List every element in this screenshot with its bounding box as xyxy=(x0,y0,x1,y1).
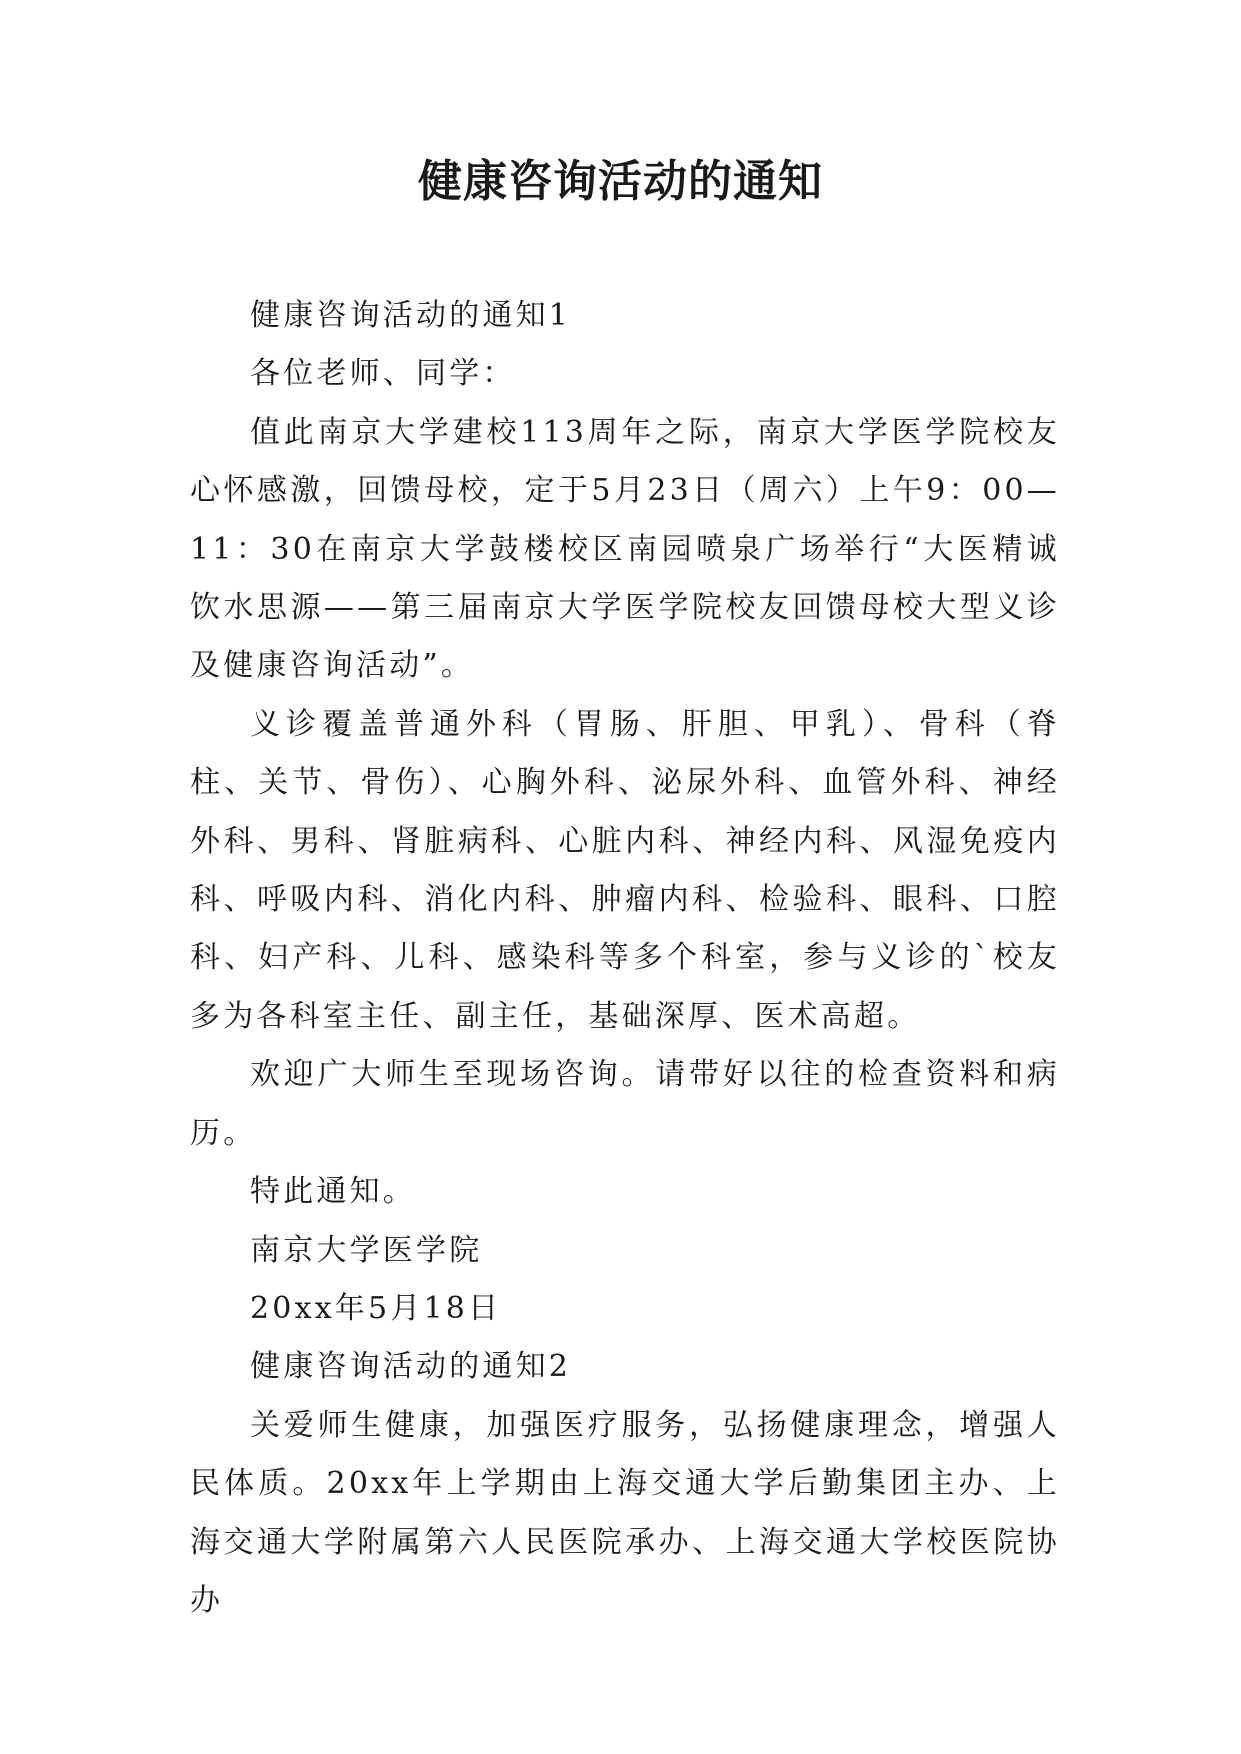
document-body xyxy=(190,287,1060,1630)
notice-1-heading: 健康咨询活动的通知1 xyxy=(250,298,572,333)
paragraph-notice-2-intro: 关爱师生健康，加强医疗服务，弘扬健康理念，增强人民体质。20xx年上学期由上海交通大学后勤集团主办、上海交通大学附属第六人民医院承办、上海交通大学校医院协办 xyxy=(190,1407,1060,1618)
notice-2-heading: 健康咨询活动的通知2 xyxy=(250,1349,572,1385)
salutation: 各位老师、同学： xyxy=(250,356,516,392)
paragraph-event-announcement: 值此南京大学建校113周年之际，南京大学医学院校友心怀感激，回馈母校，定于5月23日（周六）上午9：00—11：30在南京大学鼓楼校区南园喷泉广场举行“大医精诚饮水思源——第三届南京大学医学院校友回馈母校大型义诊及健康咨询活动”。 xyxy=(190,414,1060,684)
document-title: 健康咨询活动的通知 xyxy=(418,156,823,207)
signature-organization: 南京大学医学院 xyxy=(250,1232,483,1268)
paragraph-departments: 义诊覆盖普通外科（胃肠、肝胆、甲乳）、骨科（脊柱、关节、骨伤）、心胸外科、泌尿外科、血管外科、神经外科、男科、肾脏病科、心脏内科、神经内科、风湿免疫内科、呼吸内科、消化内科、肿瘤内科、检验科、眼科、口腔科、妇产科、儿科、感染科等多个科室，参与义诊的`校友多为各科室主任、副主任，基础深厚、医术高超。 xyxy=(190,706,1060,1034)
closing-note: 特此通知。 xyxy=(250,1174,416,1210)
paragraph-welcome: 欢迎广大师生至现场咨询。请带好以往的检查资料和病历。 xyxy=(190,1057,1060,1151)
signature-date: 20xx年5月18日 xyxy=(250,1290,502,1326)
